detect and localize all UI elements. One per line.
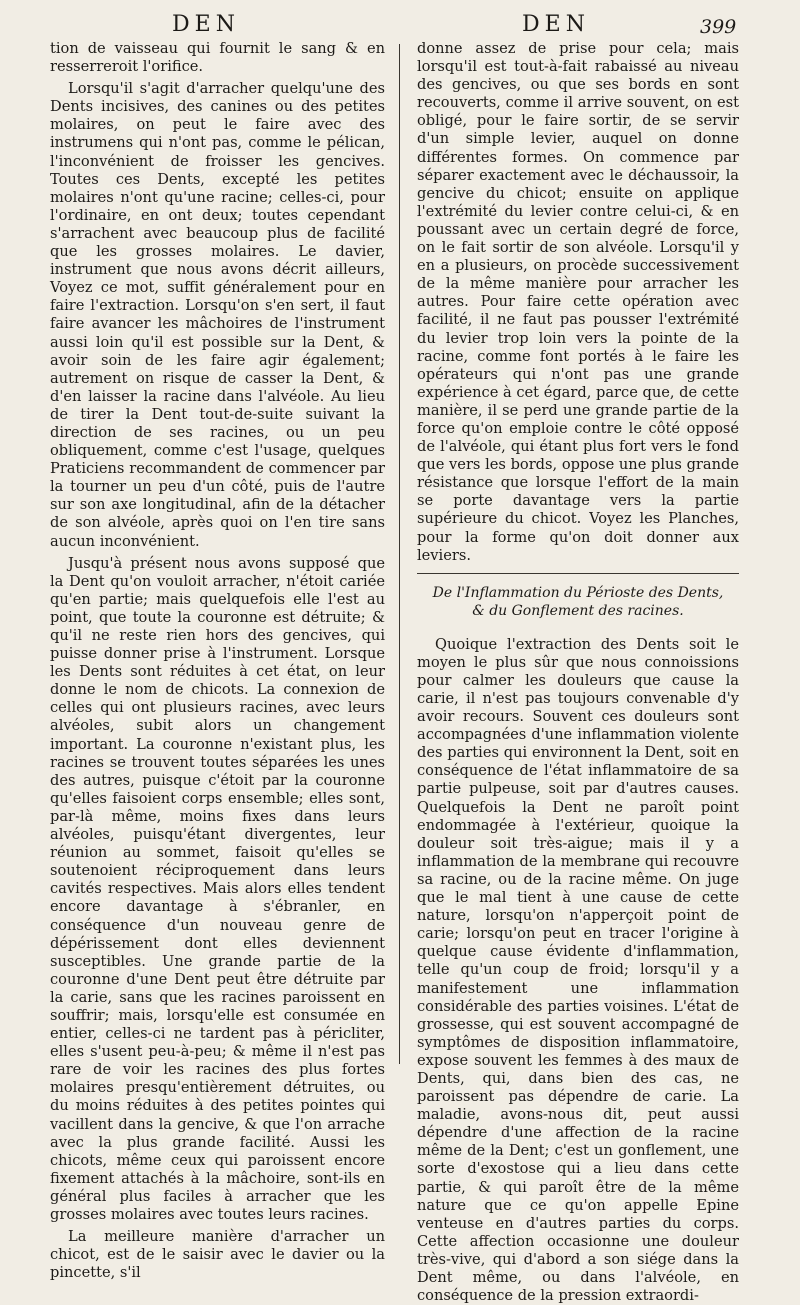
right-column bbox=[417, 40, 739, 1305]
column-divider bbox=[399, 44, 400, 1064]
paragraph: Jusqu'à présent nous avons supposé que la Dent qu'on vouloit arracher, n'étoit cariée qu'en partie; mais quelquefois elle l'est au point, que toute la couronne est détruite; & qu'il ne reste rien hors des gencives, qui puisse donner prise à l'instrument. Lorsque les Dents sont réduites à cet état, on leur donne le nom de chicots. La connexion de celles qui ont plusieurs racines, avec leurs alvéoles, subit alors un changement important. La couronne n'existant plus, les racines se trouvent toutes séparées les unes des autres, puisque c'étoit par la couronne qu'elles faisoient corps ensemble; elles sont, par-là même, moins fixes dans leurs alvéoles, puisqu'étant divergentes, leur réunion au sommet, faisoit qu'elles se soutenoient réciproquement dans leurs cavités respectives. Mais alors elles tendent encore davantage à s'ébranler, en conséquence d'un nouveau genre de dépérissement dont elles deviennent susceptibles. Une grande partie de la couronne d'une Dent peut être détruite par la carie, sans que les racines paroissent en souffrir; mais, lorsqu'elle est consumée en entier, celles-ci ne tardent pas à péricliter, elles s'usent peu-à-peu; & même il n'est pas rare de voir les racines des plus fortes molaires presqu'entièrement détruites, ou du moins réduites à des petites pointes qui vacillent dans la gencive, & que l'on arrache avec la plus grande facilité. Aussi les chicots, même ceux qui paroissent encore fixement attachés à la mâchoire, sont-ils en général plus faciles à arracher que les grosses molaires avec toutes leurs racines. bbox=[50, 554, 385, 1223]
paragraph: donne assez de prise pour cela; mais lorsqu'il est tout-à-fait rabaissé au niveau des gencives, ou que ses bords en sont recouverts, comme il arrive souvent, on est obligé, pour le faire sortir, de se servir d'un simple levier, auquel on donne différentes formes. On commence par séparer exactement avec le déchaussoir, la gencive du chicot; ensuite on applique l'extrémité du levier contre celui-ci, & en poussant avec un certain degré de force, on le fait sortir de son alvéole. Lorsqu'il y en a plusieurs, on procède successivement de la même manière pour arracher les autres. Pour faire cette opération avec facilité, il ne faut pas pousser l'extrémité du levier trop loin vers la pointe de la racine, comme font portés à le faire les opérateurs qui n'ont pas une grande expérience à cet égard, parce que, de cette manière, il se perd une grande partie de la force qu'on emploie contre le côté opposé de l'alvéole, qui étant plus fort vers le fond que vers les bords, oppose une plus grande résistance que lorsque l'effort de la main se porte davantage vers la partie supérieure du chicot. Voyez les Planches, pour la forme qu'on doit donner aux leviers. bbox=[417, 40, 739, 564]
section-title-line: De l'Inflammation du Périoste des Dents, bbox=[432, 584, 724, 601]
header-right-word: DEN bbox=[522, 12, 590, 37]
paragraph: La meilleure manière d'arracher un chicot, est de le saisir avec le davier ou la pincette, s'il bbox=[50, 1228, 385, 1282]
section-title bbox=[417, 573, 739, 620]
section-title-line: & du Gonflement des racines. bbox=[472, 602, 684, 619]
page-number: 399 bbox=[700, 16, 737, 38]
paragraph: Lorsqu'il s'agit d'arracher quelqu'une des Dents incisives, des canines ou des petites molaires, on peut le faire avec des instrumens qui n'ont pas, comme le pélican, l'inconvénient de froisser les gencives. Toutes ces Dents, excepté les petites molaires n'ont qu'une racine; celles-ci, pour l'ordinaire, en ont deux; toutes cependant s'arrachent avec beaucoup plus de facilité que les grosses molaires. Le davier, instrument que nous avons décrit ailleurs, Voyez ce mot, suffit généralement pour en faire l'extraction. Lorsqu'on s'en sert, il faut faire avancer les mâchoires de l'instrument aussi loin qu'il est possible sur la Dent, & avoir soin de les faire agir également; autrement on risque de casser la Dent, & d'en laisser la racine dans l'alvéole. Au lieu de tirer la Dent tout-de-suite suivant la direction de ses racines, ou un peu obliquement, comme c'est l'usage, quelques Praticiens recommandent de commencer par la tourner un peu d'un côté, puis de l'autre sur son axe longitudinal, afin de la détacher de son alvéole, après quoi on l'en tire sans aucun inconvénient. bbox=[50, 80, 385, 550]
running-header bbox=[0, 8, 800, 42]
paragraph: tion de vaisseau qui fournit le sang & en resserreroit l'orifice. bbox=[50, 40, 385, 76]
left-column bbox=[50, 40, 385, 1282]
paragraph: Quoique l'extraction des Dents soit le moyen le plus sûr que nous connoissions pour calmer les douleurs que cause la carie, il n'est pas toujours convenable d'y avoir recours. Souvent ces douleurs sont accompagnées d'une inflammation violente des parties qui environnent la Dent, soit en conséquence de l'état inflammatoire de sa partie pulpeuse, soit par d'autres causes. Quelquefois la Dent ne paroît point endommagée à l'extérieur, quoique la douleur soit très-aigue; mais il y a inflammation de la membrane qui recouvre sa racine, ou de la racine même. On juge que le mal tient à une cause de cette nature, lorsqu'on n'apperçoit point de carie; lorsqu'on peut en tracer l'origine à quelque cause évidente d'inflammation, telle qu'un coup de froid; lorsqu'il y a manifestement une inflammation considérable des parties voisines. L'état de grossesse, qui est souvent accompagné de symptômes de disposition inflammatoire, expose souvent les femmes à des maux de Dents, qui, dans bien des cas, ne paroissent pas dépendre de carie. La maladie, avons-nous dit, peut aussi dépendre d'une affection de la racine même de la Dent; c'est un gonflement, une sorte d'exostose qui a lieu dans cette partie, & qui paroît être de la même nature que ce qu'on appelle Epine venteuse en d'autres parties du corps. Cette affection occasionne une douleur très-vive, qui d'abord a son siége dans la Dent même, ou dans l'alvéole, en conséquence de la pression extraordi- bbox=[417, 635, 739, 1305]
header-left-word: DEN bbox=[172, 12, 240, 37]
